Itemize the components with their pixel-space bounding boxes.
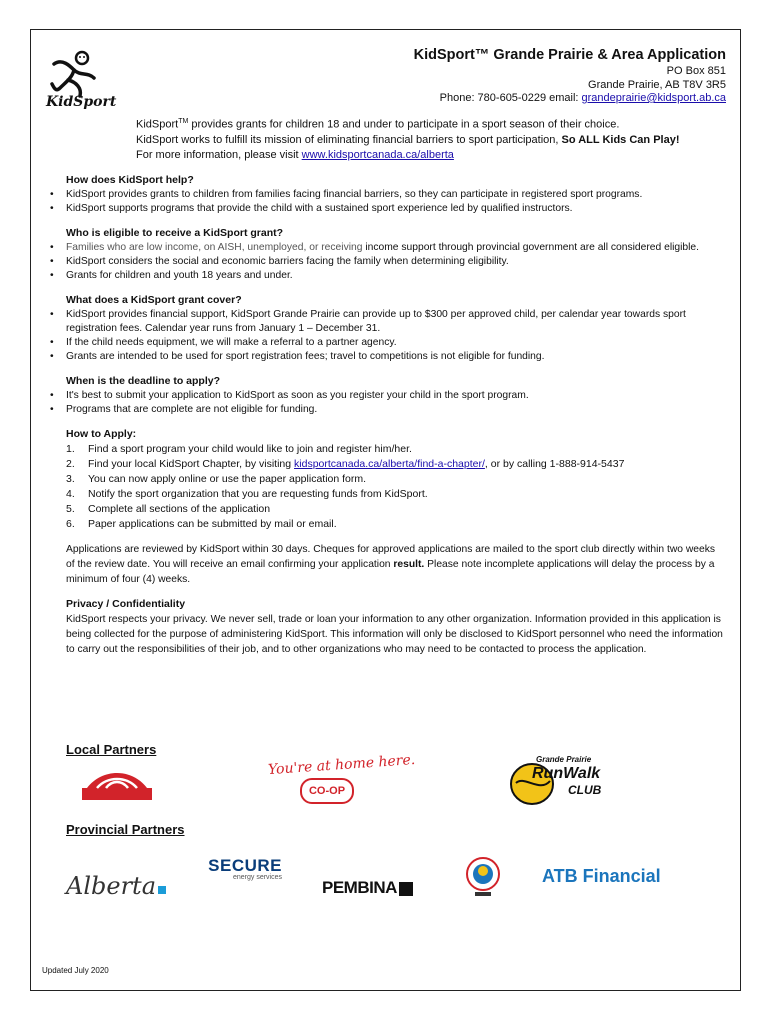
list-item: • If the child needs equipment, we will make a referral to a partner agency. bbox=[48, 336, 708, 350]
list-item: • It's best to submit your application to KidSport as soon as you register your child in the sport program. bbox=[48, 389, 708, 403]
step-number: 3. bbox=[66, 473, 75, 485]
coop-badge: CO-OP bbox=[300, 778, 354, 804]
alberta-square-icon bbox=[158, 886, 166, 894]
list-item: • KidSport provides grants to children from families facing financial barriers, so they can participate in registered sport programs. bbox=[48, 188, 708, 202]
privacy-text: KidSport respects your privacy. We never sell, trade or loan your information to any other organization. Information provided in this application is being collected for the purpose of administering KidSport. This information will only be disclosed to KidSport personnel who need the information to carry out the responsibilities of their job, and to other organizations who may need to be contacted to process the application. bbox=[66, 614, 723, 655]
intro-line1: provides grants for children 18 and under to participate in a sport season of their choice. bbox=[188, 118, 620, 131]
alberta-logo bbox=[66, 872, 166, 900]
pembina-text: PEMBINA bbox=[322, 878, 397, 897]
eligible-section bbox=[66, 226, 726, 283]
alberta-text: Alberta bbox=[66, 872, 156, 900]
local-partners-title: Local Partners bbox=[66, 742, 157, 757]
step-number: 2. bbox=[66, 458, 75, 470]
intro-block bbox=[136, 114, 736, 163]
step-text: You can now apply online or use the paper application form. bbox=[88, 473, 367, 485]
step-text: Notify the sport organization that you are requesting funds from KidSport. bbox=[88, 488, 428, 500]
find-chapter-link[interactable]: kidsportcanada.ca/alberta/find-a-chapter/ bbox=[294, 458, 485, 470]
section-title: What does a KidSport grant cover? bbox=[66, 294, 242, 306]
deadline-section bbox=[66, 374, 726, 417]
badge-icon bbox=[465, 856, 501, 898]
step-number: 6. bbox=[66, 518, 75, 530]
step-number: 1. bbox=[66, 443, 75, 455]
runwalk-bot: CLUB bbox=[568, 783, 602, 797]
list-item: • Programs that are complete are not eligible for funding. bbox=[48, 403, 708, 417]
step-item bbox=[66, 457, 726, 472]
po-box: PO Box 851 bbox=[666, 65, 726, 77]
trademark: TM bbox=[178, 118, 189, 125]
intro-line2: KidSport works to fulfill its mission of eliminating financial barriers to sport participation, bbox=[136, 133, 562, 146]
step-item bbox=[66, 442, 726, 457]
step-text: Complete all sections of the application bbox=[88, 503, 271, 515]
section-title: Privacy / Confidentiality bbox=[66, 598, 186, 610]
atb-financial-logo bbox=[542, 866, 661, 887]
review-text: Please note incomplete applications will delay the process by a minimum of four (4) weeks. bbox=[66, 559, 715, 585]
main-content bbox=[66, 173, 726, 657]
step-item bbox=[66, 517, 726, 532]
secure-subtext: energy services bbox=[232, 874, 282, 881]
list-item: • KidSport supports programs that provide the child with a sustained sport experience led by qualified instructors. bbox=[48, 202, 708, 216]
list-item: • Grants are intended to be used for sport registration fees; travel to competitions is not eligible for funding. bbox=[48, 350, 708, 364]
apply-section bbox=[66, 427, 726, 532]
provincial-partners-title: Provincial Partners bbox=[66, 822, 185, 837]
section-title: How does KidSport help? bbox=[66, 174, 194, 186]
step-text: Paper applications can be submitted by mail or email. bbox=[88, 518, 337, 530]
step-number: 4. bbox=[66, 488, 75, 500]
footer-updated: Updated July 2020 bbox=[42, 966, 109, 975]
step-text: Find your local KidSport Chapter, by visiting bbox=[88, 458, 295, 470]
page-title: KidSport™ Grande Prairie & Area Application bbox=[413, 47, 726, 63]
eligible-text: income support through provincial government are all considered eligible. bbox=[365, 242, 700, 253]
how-help-section bbox=[66, 173, 726, 216]
email-link[interactable]: grandeprairie@kidsport.ab.ca bbox=[581, 92, 726, 104]
step-item bbox=[66, 472, 726, 487]
city-address: Grande Prairie, AB T8V 3R5 bbox=[588, 78, 726, 91]
cover-section bbox=[66, 293, 726, 364]
kidsport-logo bbox=[44, 48, 117, 116]
header-block bbox=[414, 46, 726, 106]
runwalk-club-logo bbox=[510, 755, 620, 805]
logo-text: KidSport bbox=[46, 94, 117, 110]
privacy-section bbox=[66, 597, 726, 657]
intro-slogan: So ALL Kids Can Play! bbox=[561, 133, 680, 146]
eligible-text-gray: Families who are low income, on AISH, unemployed, or receiving bbox=[66, 242, 366, 253]
section-title: When is the deadline to apply? bbox=[66, 375, 221, 387]
step-number: 5. bbox=[66, 503, 75, 515]
list-item: • KidSport provides financial support, KidSport Grande Prairie can provide up to $300 per approved child, per calendar year towards sport registration fees. Calendar year runs from January 1 – December 31. bbox=[48, 308, 708, 336]
section-title: How to Apply: bbox=[66, 428, 137, 440]
list-item: • Grants for children and youth 18 years and under. bbox=[48, 269, 708, 283]
review-paragraph bbox=[66, 542, 726, 587]
runwalk-top: Grande Prairie bbox=[536, 755, 592, 764]
coop-logo bbox=[267, 751, 416, 804]
intro-line3: For more information, please visit bbox=[136, 148, 302, 161]
runwalk-mid: RunWalk bbox=[532, 765, 601, 782]
pembina-mark-icon bbox=[399, 882, 413, 896]
pembina-logo bbox=[322, 878, 413, 898]
review-bold: result. bbox=[393, 559, 425, 570]
coop-tagline: You're at home here. bbox=[267, 751, 416, 779]
list-item bbox=[48, 241, 708, 255]
secure-logo bbox=[180, 856, 282, 881]
united-way-icon bbox=[82, 770, 152, 800]
united-way-logo bbox=[82, 770, 152, 805]
section-title: Who is eligible to receive a KidSport grant? bbox=[66, 227, 284, 239]
step-text: , or by calling 1-888-914-5437 bbox=[484, 458, 625, 470]
intro-kidsport: KidSport bbox=[136, 118, 179, 131]
secure-text: SECURE bbox=[208, 856, 282, 875]
step-text: Find a sport program your child would like to join and register him/her. bbox=[88, 443, 412, 455]
list-item: • KidSport considers the social and economic barriers facing the family when determining eligibility. bbox=[48, 255, 708, 269]
sport-org-badge-logo bbox=[465, 856, 501, 903]
review-text: Applications are reviewed by KidSport within 30 days. Cheques for approved applications are mailed to the sport club directly within two weeks of the review date. You will receive an email confirming your application bbox=[66, 544, 716, 570]
atb-text: ATB Financial bbox=[542, 866, 661, 886]
phone-label: Phone: 780-605-0229 email: bbox=[439, 92, 579, 104]
step-item bbox=[66, 487, 726, 502]
step-item bbox=[66, 502, 726, 517]
kidsport-alberta-link[interactable]: www.kidsportcanada.ca/alberta bbox=[301, 148, 454, 161]
